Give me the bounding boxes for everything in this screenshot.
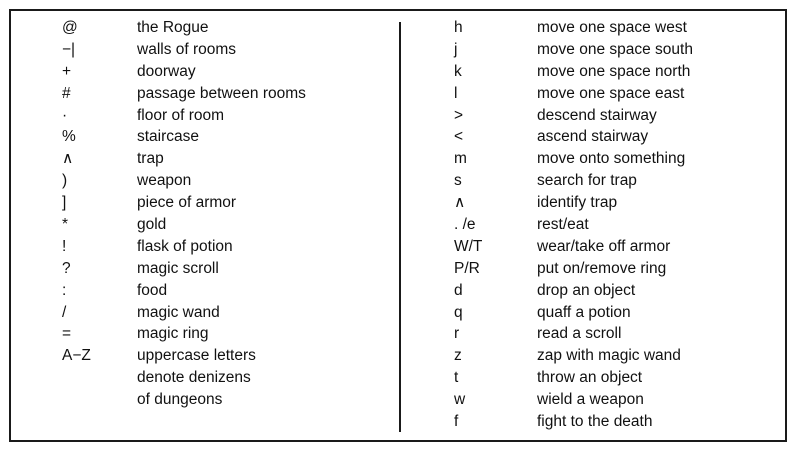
command-row [454, 389, 693, 411]
command-action: read a scroll [537, 325, 622, 343]
symbol-glyph: ) [62, 172, 68, 190]
symbol-glyph: ] [62, 194, 67, 212]
symbol-row [62, 126, 306, 148]
symbol-row [62, 367, 306, 389]
symbol-meaning: magic wand [137, 303, 220, 321]
command-action: move one space south [537, 40, 693, 58]
command-row [454, 170, 693, 192]
symbol-row [62, 258, 306, 280]
column-divider [399, 22, 401, 432]
command-action: identify trap [537, 194, 618, 212]
command-row [454, 83, 693, 105]
command-row [454, 280, 693, 302]
symbol-glyph: ! [62, 237, 67, 255]
command-key: d [454, 281, 463, 299]
command-key: . /e [454, 216, 476, 234]
symbol-meaning: weapon [137, 172, 192, 190]
symbol-glyph: ? [62, 259, 71, 277]
symbol-meaning: food [137, 281, 168, 299]
command-action: wear/take off armor [537, 237, 671, 255]
symbol-row [62, 148, 306, 170]
symbol-glyph: + [62, 62, 72, 80]
symbol-meaning: magic scroll [137, 259, 219, 277]
symbol-row [62, 236, 306, 258]
command-row [454, 302, 693, 324]
command-action: rest/eat [537, 216, 589, 234]
symbol-row [62, 83, 306, 105]
command-row [454, 411, 693, 433]
symbol-row [62, 17, 306, 39]
command-key: P/R [454, 259, 480, 277]
symbol-row [62, 39, 306, 61]
symbol-row [62, 61, 306, 83]
symbol-meaning: trap [137, 150, 164, 168]
command-key: < [454, 128, 464, 146]
symbol-meaning: passage between rooms [137, 84, 306, 102]
command-row [454, 17, 693, 39]
command-legend-column [454, 17, 693, 433]
command-row [454, 236, 693, 258]
symbol-row [62, 192, 306, 214]
command-action: zap with magic wand [537, 347, 681, 365]
command-action: fight to the death [537, 413, 653, 431]
symbol-meaning: of dungeons [137, 391, 223, 409]
command-key: l [454, 84, 458, 102]
symbol-meaning: staircase [137, 128, 200, 146]
command-row [454, 39, 693, 61]
command-action: move one space east [537, 84, 685, 102]
command-action: search for trap [537, 172, 637, 190]
symbol-glyph: ∧ [62, 150, 74, 168]
command-key: ∧ [454, 194, 466, 212]
symbol-glyph: * [62, 216, 69, 234]
command-key: s [454, 172, 462, 190]
symbol-meaning: gold [137, 216, 167, 234]
symbol-glyph: # [62, 84, 71, 102]
command-action: drop an object [537, 281, 636, 299]
symbol-glyph: % [62, 128, 76, 146]
symbol-meaning: denote denizens [137, 369, 251, 387]
symbol-meaning: piece of armor [137, 194, 237, 212]
command-row [454, 192, 693, 214]
command-key: r [454, 325, 460, 343]
command-row [454, 148, 693, 170]
symbol-meaning: floor of room [137, 106, 225, 124]
command-key: z [454, 347, 462, 365]
symbol-glyph: A−Z [62, 347, 91, 365]
symbol-meaning: walls of rooms [137, 40, 237, 58]
command-key: j [454, 40, 458, 58]
symbol-row [62, 389, 306, 411]
symbol-row [62, 345, 306, 367]
symbol-meaning: the Rogue [137, 19, 209, 36]
command-key: w [454, 391, 466, 409]
symbol-meaning: uppercase letters [137, 347, 256, 365]
command-key: t [454, 369, 459, 387]
command-key: > [454, 106, 464, 124]
symbol-glyph: : [62, 281, 67, 299]
command-action: move onto something [537, 150, 686, 168]
symbol-glyph: = [62, 325, 72, 343]
command-key: W/T [454, 237, 483, 255]
command-row [454, 126, 693, 148]
command-row [454, 214, 693, 236]
command-action: move one space west [537, 19, 687, 36]
symbol-glyph: / [62, 303, 67, 321]
command-action: ascend stairway [537, 128, 649, 146]
command-row [454, 323, 693, 345]
symbol-glyph: −| [62, 40, 76, 58]
command-action: move one space north [537, 62, 691, 80]
symbol-meaning: magic ring [137, 325, 209, 343]
symbol-meaning: flask of potion [137, 237, 233, 255]
command-row [454, 367, 693, 389]
command-row [454, 61, 693, 83]
command-row [454, 345, 693, 367]
command-action: quaff a potion [537, 303, 631, 321]
symbol-row [62, 170, 306, 192]
symbol-legend-column [62, 17, 306, 411]
symbol-glyph: · [62, 106, 68, 124]
command-action: descend stairway [537, 106, 657, 124]
command-key: q [454, 303, 463, 321]
command-row [454, 258, 693, 280]
symbol-row [62, 280, 306, 302]
symbol-row [62, 105, 306, 127]
command-row [454, 105, 693, 127]
symbol-row [62, 323, 306, 345]
command-key: k [454, 62, 462, 80]
command-key: m [454, 150, 467, 168]
symbol-row [62, 302, 306, 324]
command-key: h [454, 19, 463, 36]
symbol-meaning: doorway [137, 62, 196, 80]
symbol-glyph: @ [62, 19, 78, 36]
command-key: f [454, 413, 459, 431]
symbol-row [62, 214, 306, 236]
command-action: wield a weapon [537, 391, 644, 409]
command-action: put on/remove ring [537, 259, 667, 277]
command-action: throw an object [537, 369, 643, 387]
